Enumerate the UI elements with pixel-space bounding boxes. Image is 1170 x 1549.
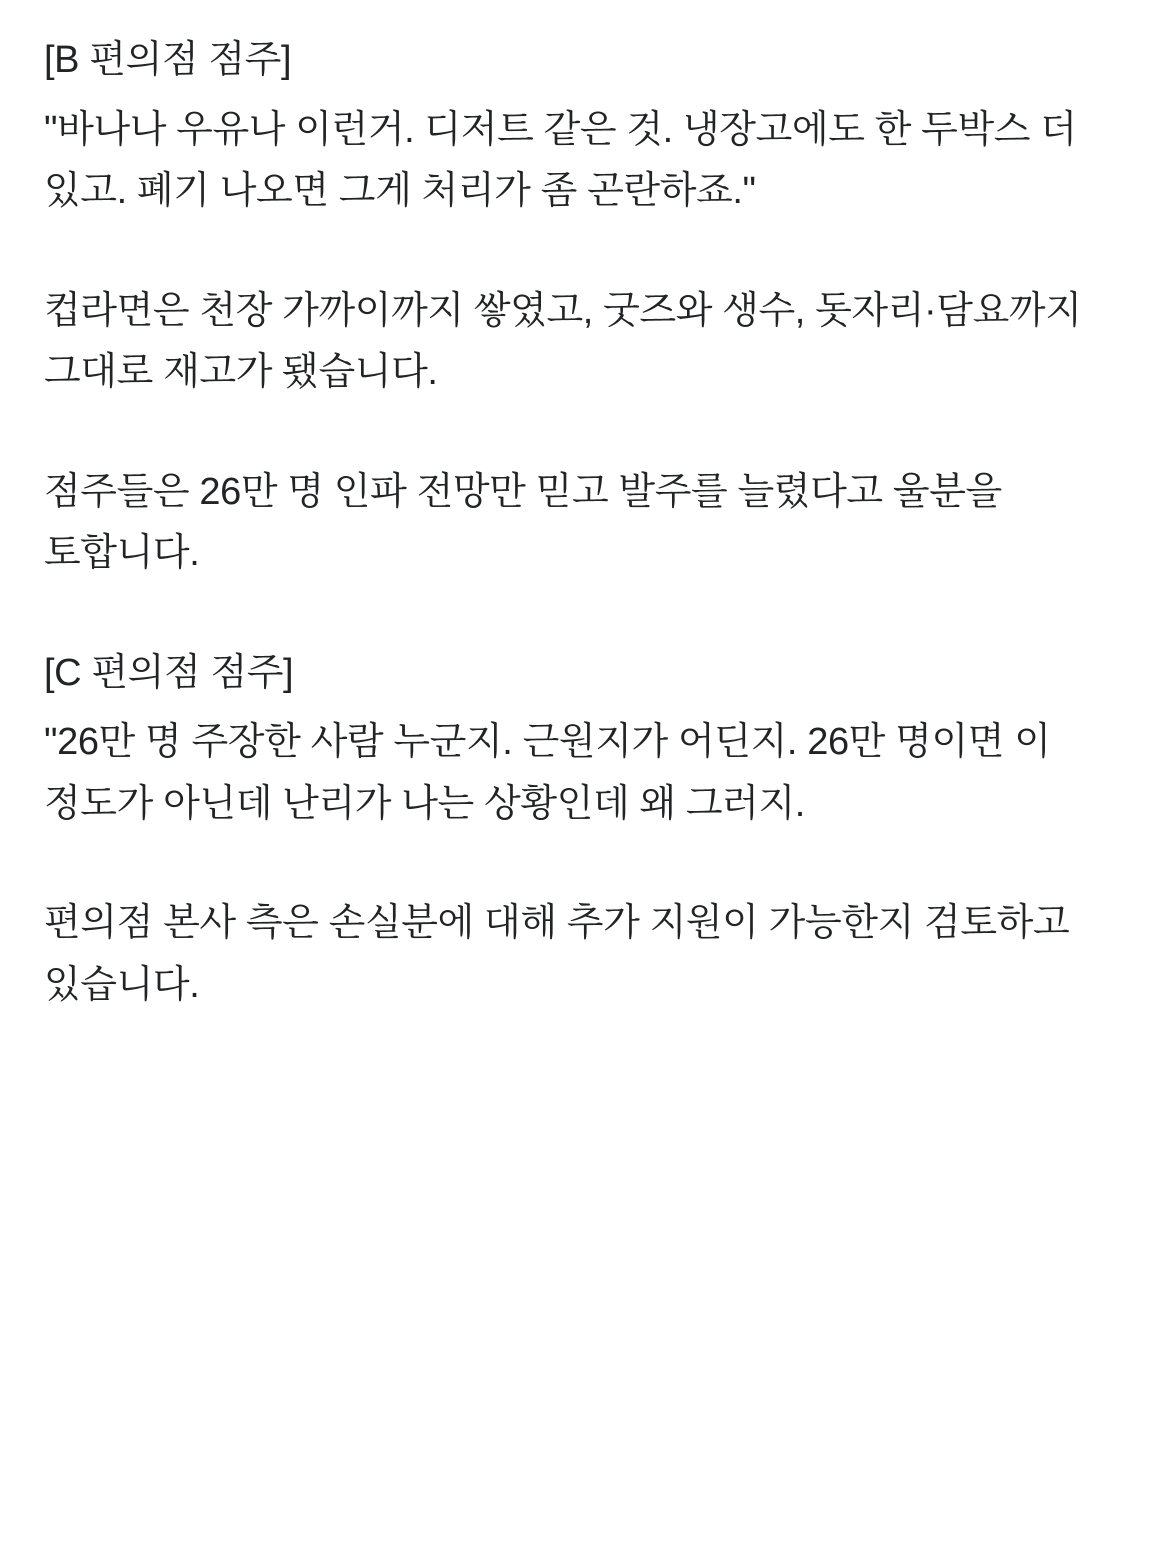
spacer <box>44 704 1126 712</box>
quote-c: "26만 명 주장한 사람 누군지. 근원지가 어딘지. 26만 명이면 이 정도가 아닌데 난리가 나는 상황인데 왜 그러지. <box>44 721 1061 825</box>
body-paragraph-2: 점주들은 26만 명 인파 전망만 믿고 발주를 늘렸다고 울분을 토합니다. <box>44 470 1012 575</box>
body-paragraph-3: 편의점 본사 측은 손실분에 대해 추가 지원이 가능한지 검토하고 있습니다. <box>44 902 1080 1007</box>
paragraph-spacer <box>44 404 1126 462</box>
body-paragraph-1: 컵라면은 천장 가까이까지 쌓였고, 굿즈와 생수, 돗자리·담요까지 그대로 재고가 됐습니다. <box>44 289 1092 394</box>
spacer <box>44 92 1126 100</box>
speaker-label-c: [C 편의점 점주] <box>44 651 294 694</box>
paragraph-spacer <box>44 835 1126 893</box>
paragraph-spacer <box>44 223 1126 281</box>
quote-b: "바나나 우유나 이런거. 디저트 같은 것. 냉장고에도 한 두박스 더 있고. 폐기 나오면 그게 처리가 좀 곤란하죠." <box>44 108 1087 213</box>
speaker-label-b: [B 편의점 점주] <box>44 39 292 81</box>
paragraph-spacer <box>44 585 1126 643</box>
